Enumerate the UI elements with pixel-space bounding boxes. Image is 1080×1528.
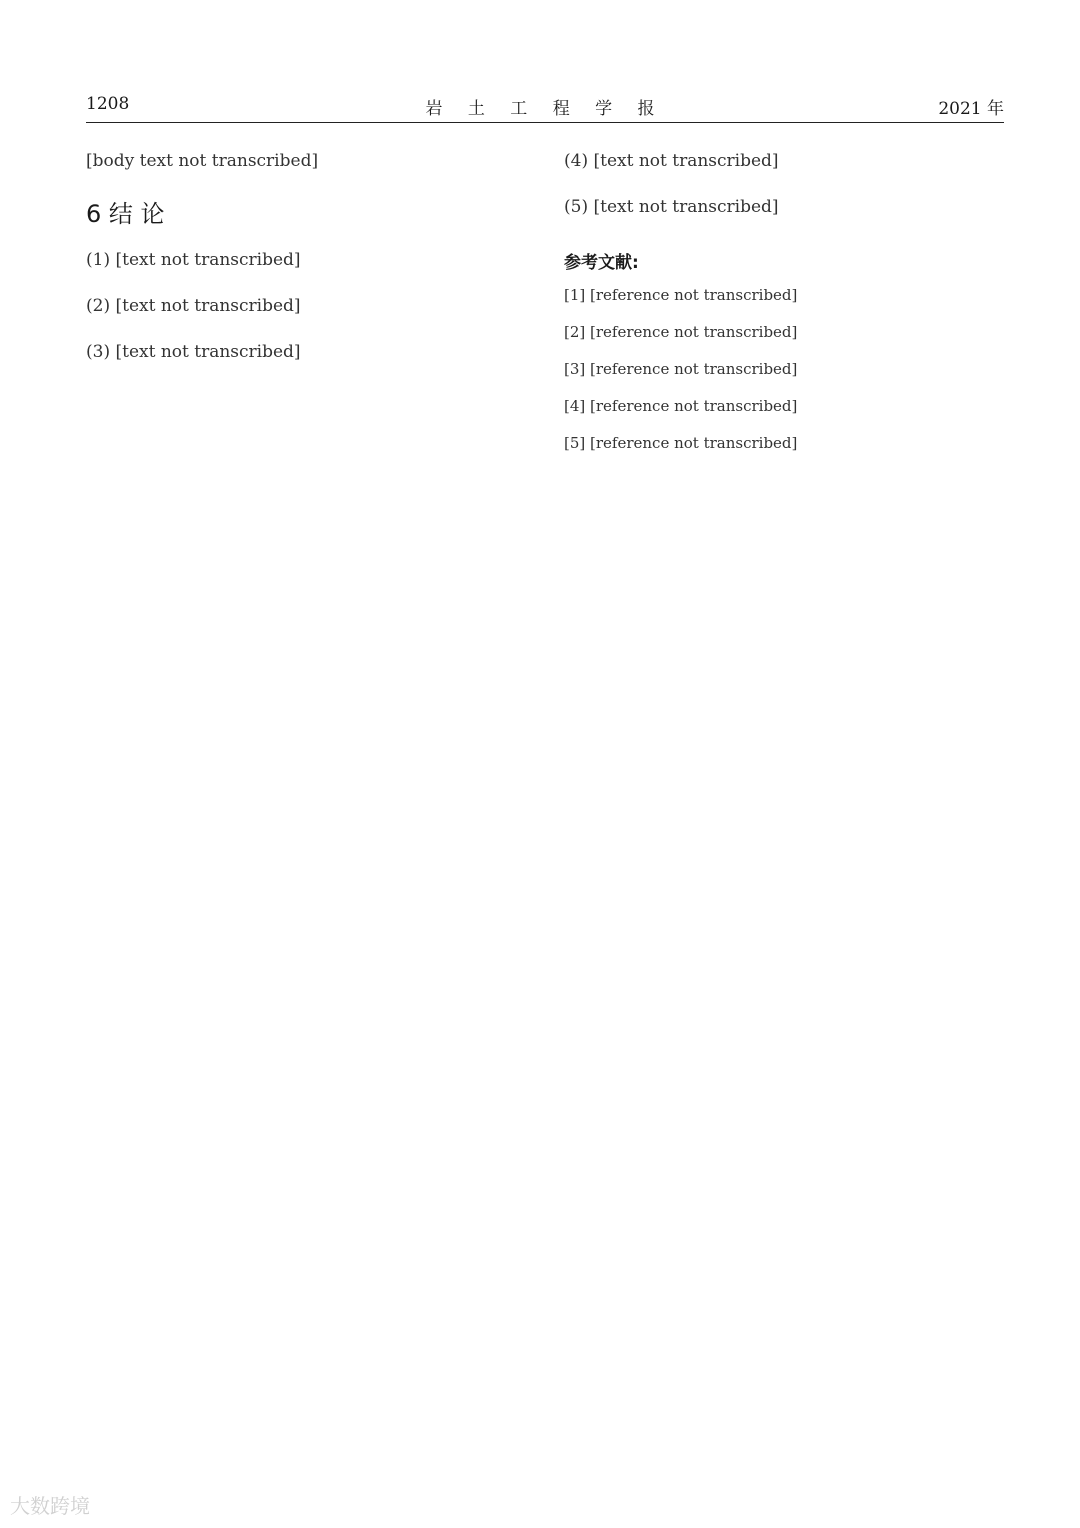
page-number: 1208: [86, 94, 130, 114]
journal-title: 岩 土 工 程 学 报: [425, 99, 665, 119]
conclusion-paragraph: (4) [text not transcribed]: [564, 151, 779, 171]
reference-item: [1] [reference not transcribed]: [564, 286, 798, 304]
conclusion-paragraph: (2) [text not transcribed]: [86, 296, 301, 316]
conclusion-paragraph: (5) [text not transcribed]: [564, 197, 779, 217]
right-column: [564, 130, 1004, 466]
references-heading: 参考文献:: [564, 253, 639, 273]
watermark-logo: 大数跨境: [10, 1494, 90, 1518]
reference-item: [2] [reference not transcribed]: [564, 323, 798, 341]
continued-paragraph: [body text not transcribed]: [86, 151, 319, 171]
reference-item: [5] [reference not transcribed]: [564, 434, 798, 452]
reference-item: [4] [reference not transcribed]: [564, 397, 798, 415]
reference-item: [3] [reference not transcribed]: [564, 360, 798, 378]
conclusion-paragraph: (3) [text not transcribed]: [86, 342, 301, 362]
section-heading-conclusions: 6 结 论: [86, 200, 165, 228]
running-header: [86, 94, 1004, 123]
publication-year: 2021 年: [938, 99, 1004, 119]
conclusion-paragraph: (1) [text not transcribed]: [86, 250, 301, 270]
left-column: [86, 130, 526, 384]
